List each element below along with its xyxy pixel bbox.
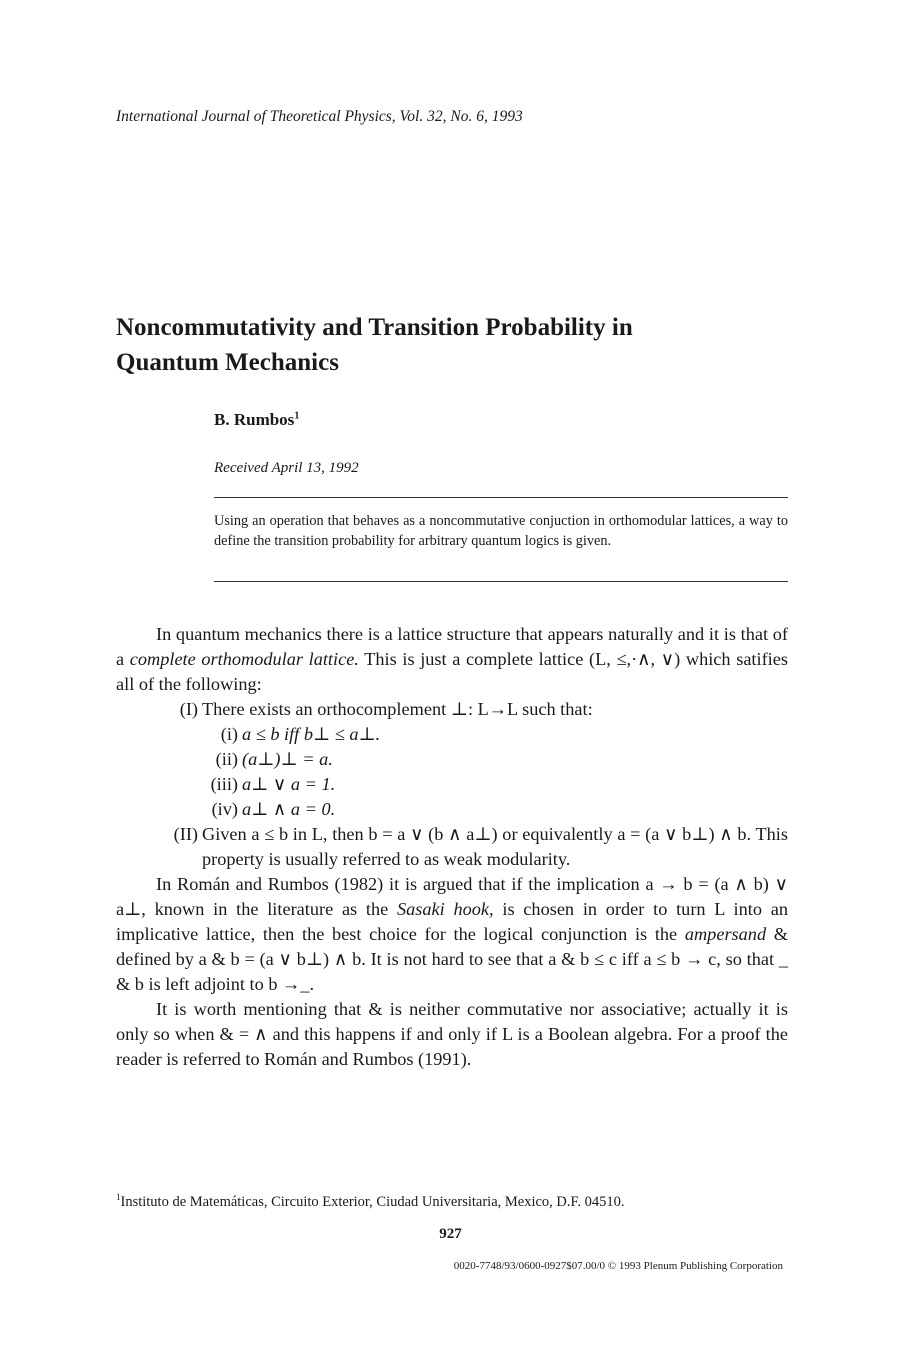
p1-text-a: In quantum mechanics there is a lattice structure that appears naturally and it is that of a <box>116 624 788 669</box>
paragraph-1 <box>116 622 788 697</box>
p1-emphasis: complete orthomodular lattice. <box>129 649 359 669</box>
sub-item-3 <box>116 772 788 797</box>
sub-label-2: (ii) <box>215 749 238 769</box>
received-date: Received April 13, 1992 <box>214 460 359 476</box>
abstract: Using an operation that behaves as a noncommutative conjuction in orthomodular lattices, a way to define the transition probability for arbitrary quantum logics is given. <box>214 513 788 549</box>
copyright-line: 0020-7748/93/0600-0927$07.00/0 © 1993 Plenum Publishing Corporation <box>453 1260 783 1272</box>
sub-text-2: (a⊥)⊥ = a. <box>242 749 333 769</box>
abstract-top-rule <box>214 497 788 498</box>
p2-emphasis-2: ampersand <box>684 924 767 944</box>
page-number: 927 <box>439 1226 462 1242</box>
paragraph-2 <box>116 872 788 997</box>
sub-label-4: (iv) <box>211 799 238 819</box>
axiom-label-1: (I) <box>179 699 198 719</box>
sub-text-4: a⊥ ∧ a = 0. <box>242 799 336 819</box>
title-line-2: Quantum Mechanics <box>116 349 339 376</box>
article-title <box>116 310 816 380</box>
axiom-label-2: (II) <box>173 824 198 844</box>
author-footnote-mark: 1 <box>294 410 300 422</box>
footnote-text: Instituto de Matemáticas, Circuito Exterior, Ciudad Universitaria, Mexico, D.F. 04510. <box>120 1193 625 1210</box>
axiom-item-1 <box>116 697 788 722</box>
abstract-bottom-rule <box>214 581 788 582</box>
footnote <box>116 1192 625 1211</box>
sub-text-1: a ≤ b iff b⊥ ≤ a⊥. <box>242 724 381 744</box>
author-name: B. Rumbos <box>214 410 295 429</box>
footnote-mark: 1 <box>116 1192 121 1202</box>
sub-label-3: (iii) <box>210 774 238 794</box>
axiom-text-1: There exists an orthocomplement ⊥: L→L such that: <box>202 699 593 719</box>
p1-text-b: This is just a complete lattice ( <box>358 649 596 669</box>
axiom-text-2: Given a ≤ b in L, then b = a ∨ (b ∧ a⊥) or equivalently a = (a ∨ b⊥) ∧ b. This property is usually referred to as weak modularity. <box>202 824 788 869</box>
axiom-list <box>116 697 788 872</box>
sub-label-1: (i) <box>220 724 238 744</box>
p1-text-c: L, ≤,·∧, ∨) which satifies all of the following: <box>116 649 788 694</box>
sub-item-1 <box>116 722 788 747</box>
sub-item-2 <box>116 747 788 772</box>
journal-header: International Journal of Theoretical Physics, Vol. 32, No. 6, 1993 <box>116 108 523 125</box>
p2-emphasis-1: Sasaki hook, <box>397 899 494 919</box>
p2-text-c: & defined by a & b = (a ∨ b⊥) ∧ b. It is not hard to see that a & b ≤ c iff a ≤ b → c, so that _ & b is left adjoint to b →_. <box>116 924 788 994</box>
p2-text-b: is chosen in order to turn L into an implicative lattice, then the best choice for the logical conjunction is the <box>116 899 788 944</box>
sub-text-3: a⊥ ∨ a = 1. <box>242 774 336 794</box>
sub-item-4 <box>116 797 788 822</box>
paragraph-3: It is worth mentioning that & is neither commutative nor associative; actually it is only so when & = ∧ and this happens if and only if L is a Boolean algebra. For a proof the reader is referred to Román and Rumbos (1991). <box>116 999 788 1069</box>
title-line-1: Noncommutativity and Transition Probability in <box>116 314 633 341</box>
p2-text-a: In Román and Rumbos (1982) it is argued that if the implication a → b = (a ∧ b) ∨ a⊥, known in the literature as the <box>116 874 788 919</box>
axiom-item-2 <box>116 822 788 872</box>
body-text <box>116 622 788 1072</box>
author <box>214 410 299 430</box>
